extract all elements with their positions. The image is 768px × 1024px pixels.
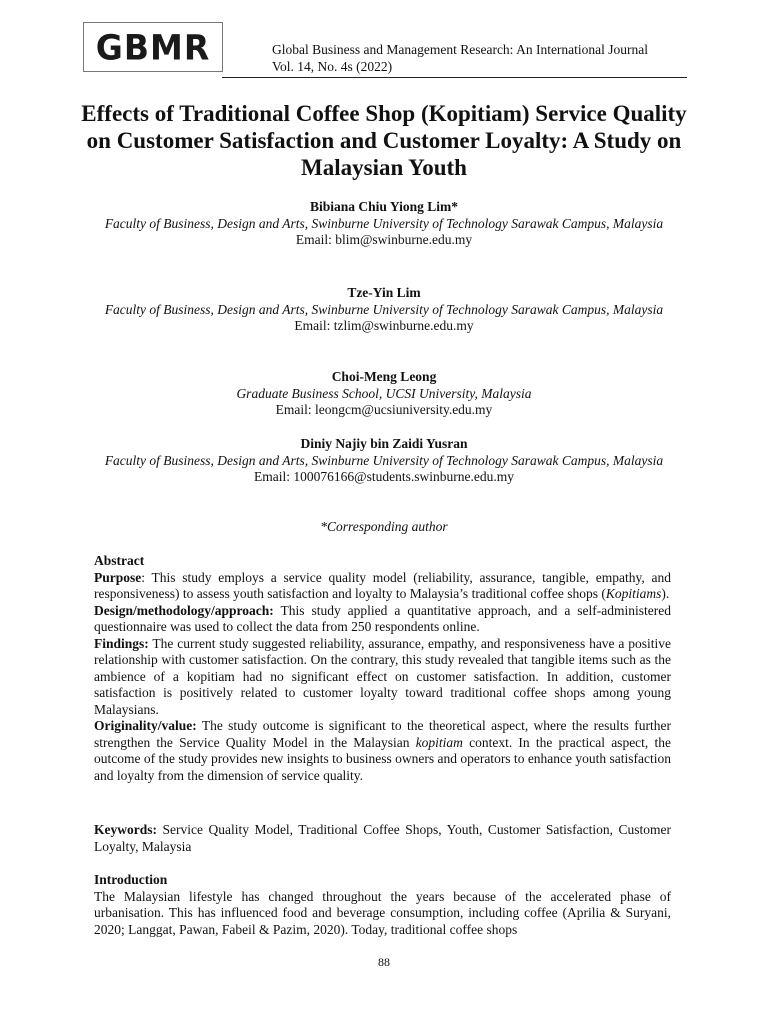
author-email: Email: blim@swinburne.edu.my — [295, 232, 473, 247]
author-block — [80, 199, 688, 249]
abstract-design — [94, 603, 671, 636]
author-email: Email: tzlim@swinburne.edu.my — [294, 318, 474, 333]
logo-text: GBMR — [95, 26, 211, 68]
author-name: Diniy Najiy bin Zaidi Yusran — [300, 436, 468, 451]
originality-italic: kopitiam — [415, 734, 463, 750]
design-text: This study applied a quantitative approach, and a self-administered questionnaire was used to collect the data from 250 respondents online. — [94, 602, 671, 634]
author-name: Tze-Yin Lim — [347, 285, 421, 300]
author-email: Email: leongcm@ucsiuniversity.edu.my — [275, 402, 493, 417]
journal-logo — [83, 22, 223, 72]
originality-text: The study outcome is significant to the theoretical aspect, where the results further strengthen the Service Quality Model in the Malaysian — [94, 718, 671, 750]
author-email: Email: 100076166@students.swinburne.edu.my — [254, 469, 514, 484]
author-affiliation: Graduate Business School, UCSI University, Malaysia — [236, 385, 532, 401]
purpose-label: Purpose — [94, 569, 142, 585]
journal-header — [272, 41, 648, 75]
design-label: Design/methodology/approach: — [94, 602, 274, 618]
author-affiliation: Faculty of Business, Design and Arts, Swinburne University of Technology Sarawak Campus, Malaysia — [104, 301, 664, 317]
findings-text: The current study suggested reliability, assurance, empathy, and responsiveness have a positive relationship with customer satisfaction. On the contrary, this study revealed that tangible items such as the ambience of a kopitiam had no significant effect on customer satisfaction. In addition, customer satisfaction is positively related to customer loyalty toward traditional coffee shops among young Malaysians. — [94, 635, 671, 717]
abstract-section — [94, 553, 671, 784]
volume-info: Vol. 14, No. 4s (2022) — [272, 59, 393, 74]
author-name: Choi-Meng Leong — [331, 369, 437, 384]
keywords-section — [94, 822, 671, 855]
introduction-text: The Malaysian lifestyle has changed throughout the years because of the accelerated phase of urbanisation. This has influenced food and beverage consumption, including coffee (Aprilia & Suryani, 2020; Langgat, Pawan, Fabeil & Pazim, 2020). Today, traditional coffee shops — [94, 888, 671, 937]
keywords-label: Keywords: — [94, 822, 157, 837]
findings-label: Findings: — [94, 635, 149, 651]
abstract-findings — [94, 636, 671, 719]
author-block — [80, 436, 688, 486]
author-block — [80, 369, 688, 419]
purpose-text: : This study employs a service quality model (reliability, assurance, tangible, empathy, and responsiveness) to assess youth satisfaction and loyalty to Malaysia’s traditional coffee shops ( — [94, 569, 671, 601]
page-number: 88 — [378, 955, 390, 969]
introduction-heading: Introduction — [94, 872, 168, 887]
keywords-text: Service Quality Model, Traditional Coffee Shops, Youth, Customer Satisfaction, Customer Loyalty, Malaysia — [94, 822, 671, 854]
journal-name: Global Business and Management Research: An International Journal — [272, 42, 649, 57]
purpose-end: ). — [661, 586, 670, 601]
originality-label: Originality/value: — [94, 718, 197, 733]
purpose-italic: Kopitiams — [605, 586, 662, 601]
author-affiliation: Faculty of Business, Design and Arts, Swinburne University of Technology Sarawak Campus, Malaysia — [104, 215, 664, 231]
abstract-originality — [94, 718, 671, 784]
header-divider — [222, 77, 687, 78]
corresponding-author-note: *Corresponding author — [320, 519, 448, 534]
paper-title: Effects of Traditional Coffee Shop (Kopitiam) Service Quality on Customer Satisfaction and Customer Loyalty: A Study on Malaysian Youth — [81, 101, 687, 180]
author-name: Bibiana Chiu Yiong Lim* — [310, 199, 458, 214]
author-affiliation: Faculty of Business, Design and Arts, Swinburne University of Technology Sarawak Campus, Malaysia — [104, 452, 664, 468]
abstract-heading: Abstract — [94, 553, 145, 568]
author-block — [80, 285, 688, 335]
originality-end: context. In the practical aspect, the outcome of the study provides new insights to business owners and operators to enhance youth satisfaction and loyalty from the dimension of service quality. — [94, 734, 672, 783]
introduction-section — [94, 872, 671, 938]
abstract-purpose — [94, 570, 671, 603]
